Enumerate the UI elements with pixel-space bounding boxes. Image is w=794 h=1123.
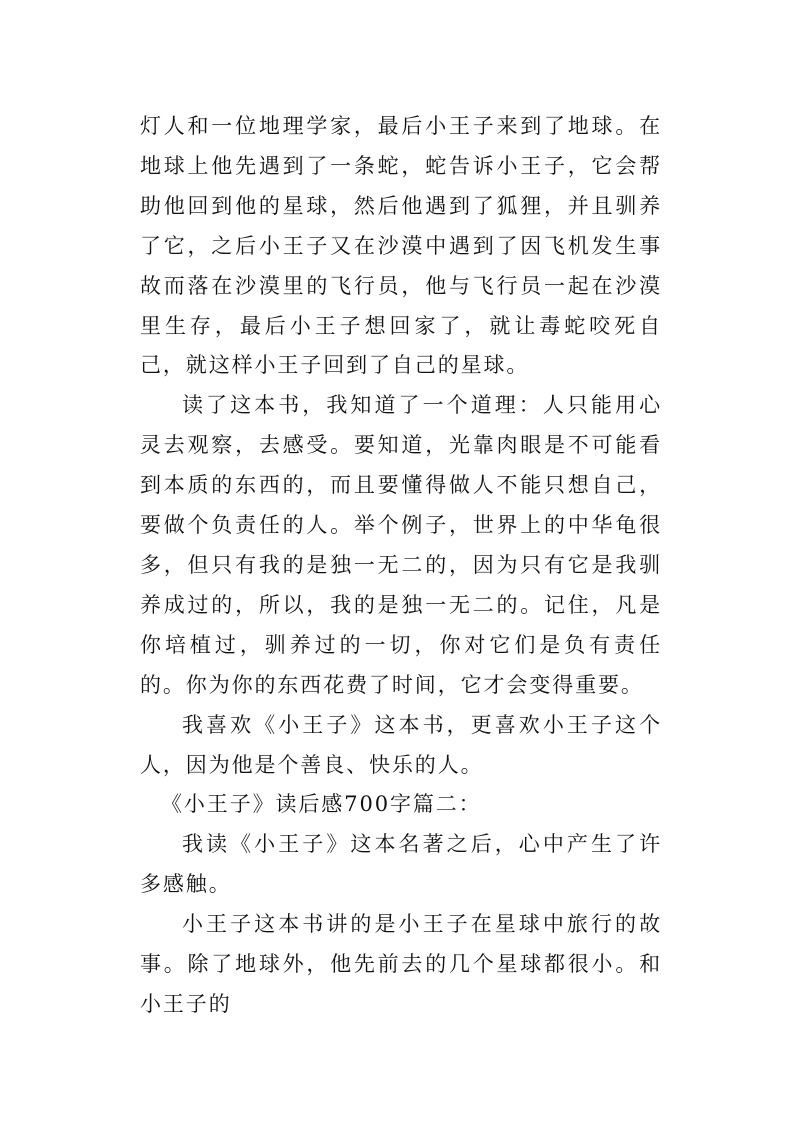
- section-heading: 《小王子》读后感700字篇二：: [161, 792, 482, 817]
- document-body: [140, 107, 662, 1025]
- paragraph-story-two: 小王子这本书讲的是小王子在星球中旅行的故事。除了地球外，他先前去的几个星球都很小。和小王子的: [140, 912, 662, 1016]
- paragraph-lesson: 读了这本书，我知道了一个道理：人只能用心灵去观察，去感受。要知道，光靠肉眼是不可能看到本质的东西的，而且要懂得做人不能只想自己，要做个负责任的人。举个例子，世界上的中华龟很多，但只有我的是独一无二的，因为只有它是我驯养成过的，所以，我的是独一无二的。记住，凡是你培植过，驯养过的一切，你对它们是负有责任的。你为你的东西花费了时间，它才会变得重要。: [140, 393, 662, 697]
- paragraph-intro-two: 我读《小王子》这本名著之后，心中产生了许多感触。: [140, 832, 662, 897]
- paragraph-conclusion: 我喜欢《小王子》这本书，更喜欢小王子这个人，因为他是个善良、快乐的人。: [140, 712, 662, 777]
- paragraph-story-summary: 灯人和一位地理学家，最后小王子来到了地球。在地球上他先遇到了一条蛇，蛇告诉小王子，它会帮助他回到他的星球，然后他遇到了狐狸，并且驯养了它，之后小王子又在沙漠中遇到了因飞机发生事故而落在沙漠里的飞行员，他与飞行员一起在沙漠里生存，最后小王子想回家了，就让毒蛇咬死自己，就这样小王子回到了自己的星球。: [140, 114, 662, 378]
